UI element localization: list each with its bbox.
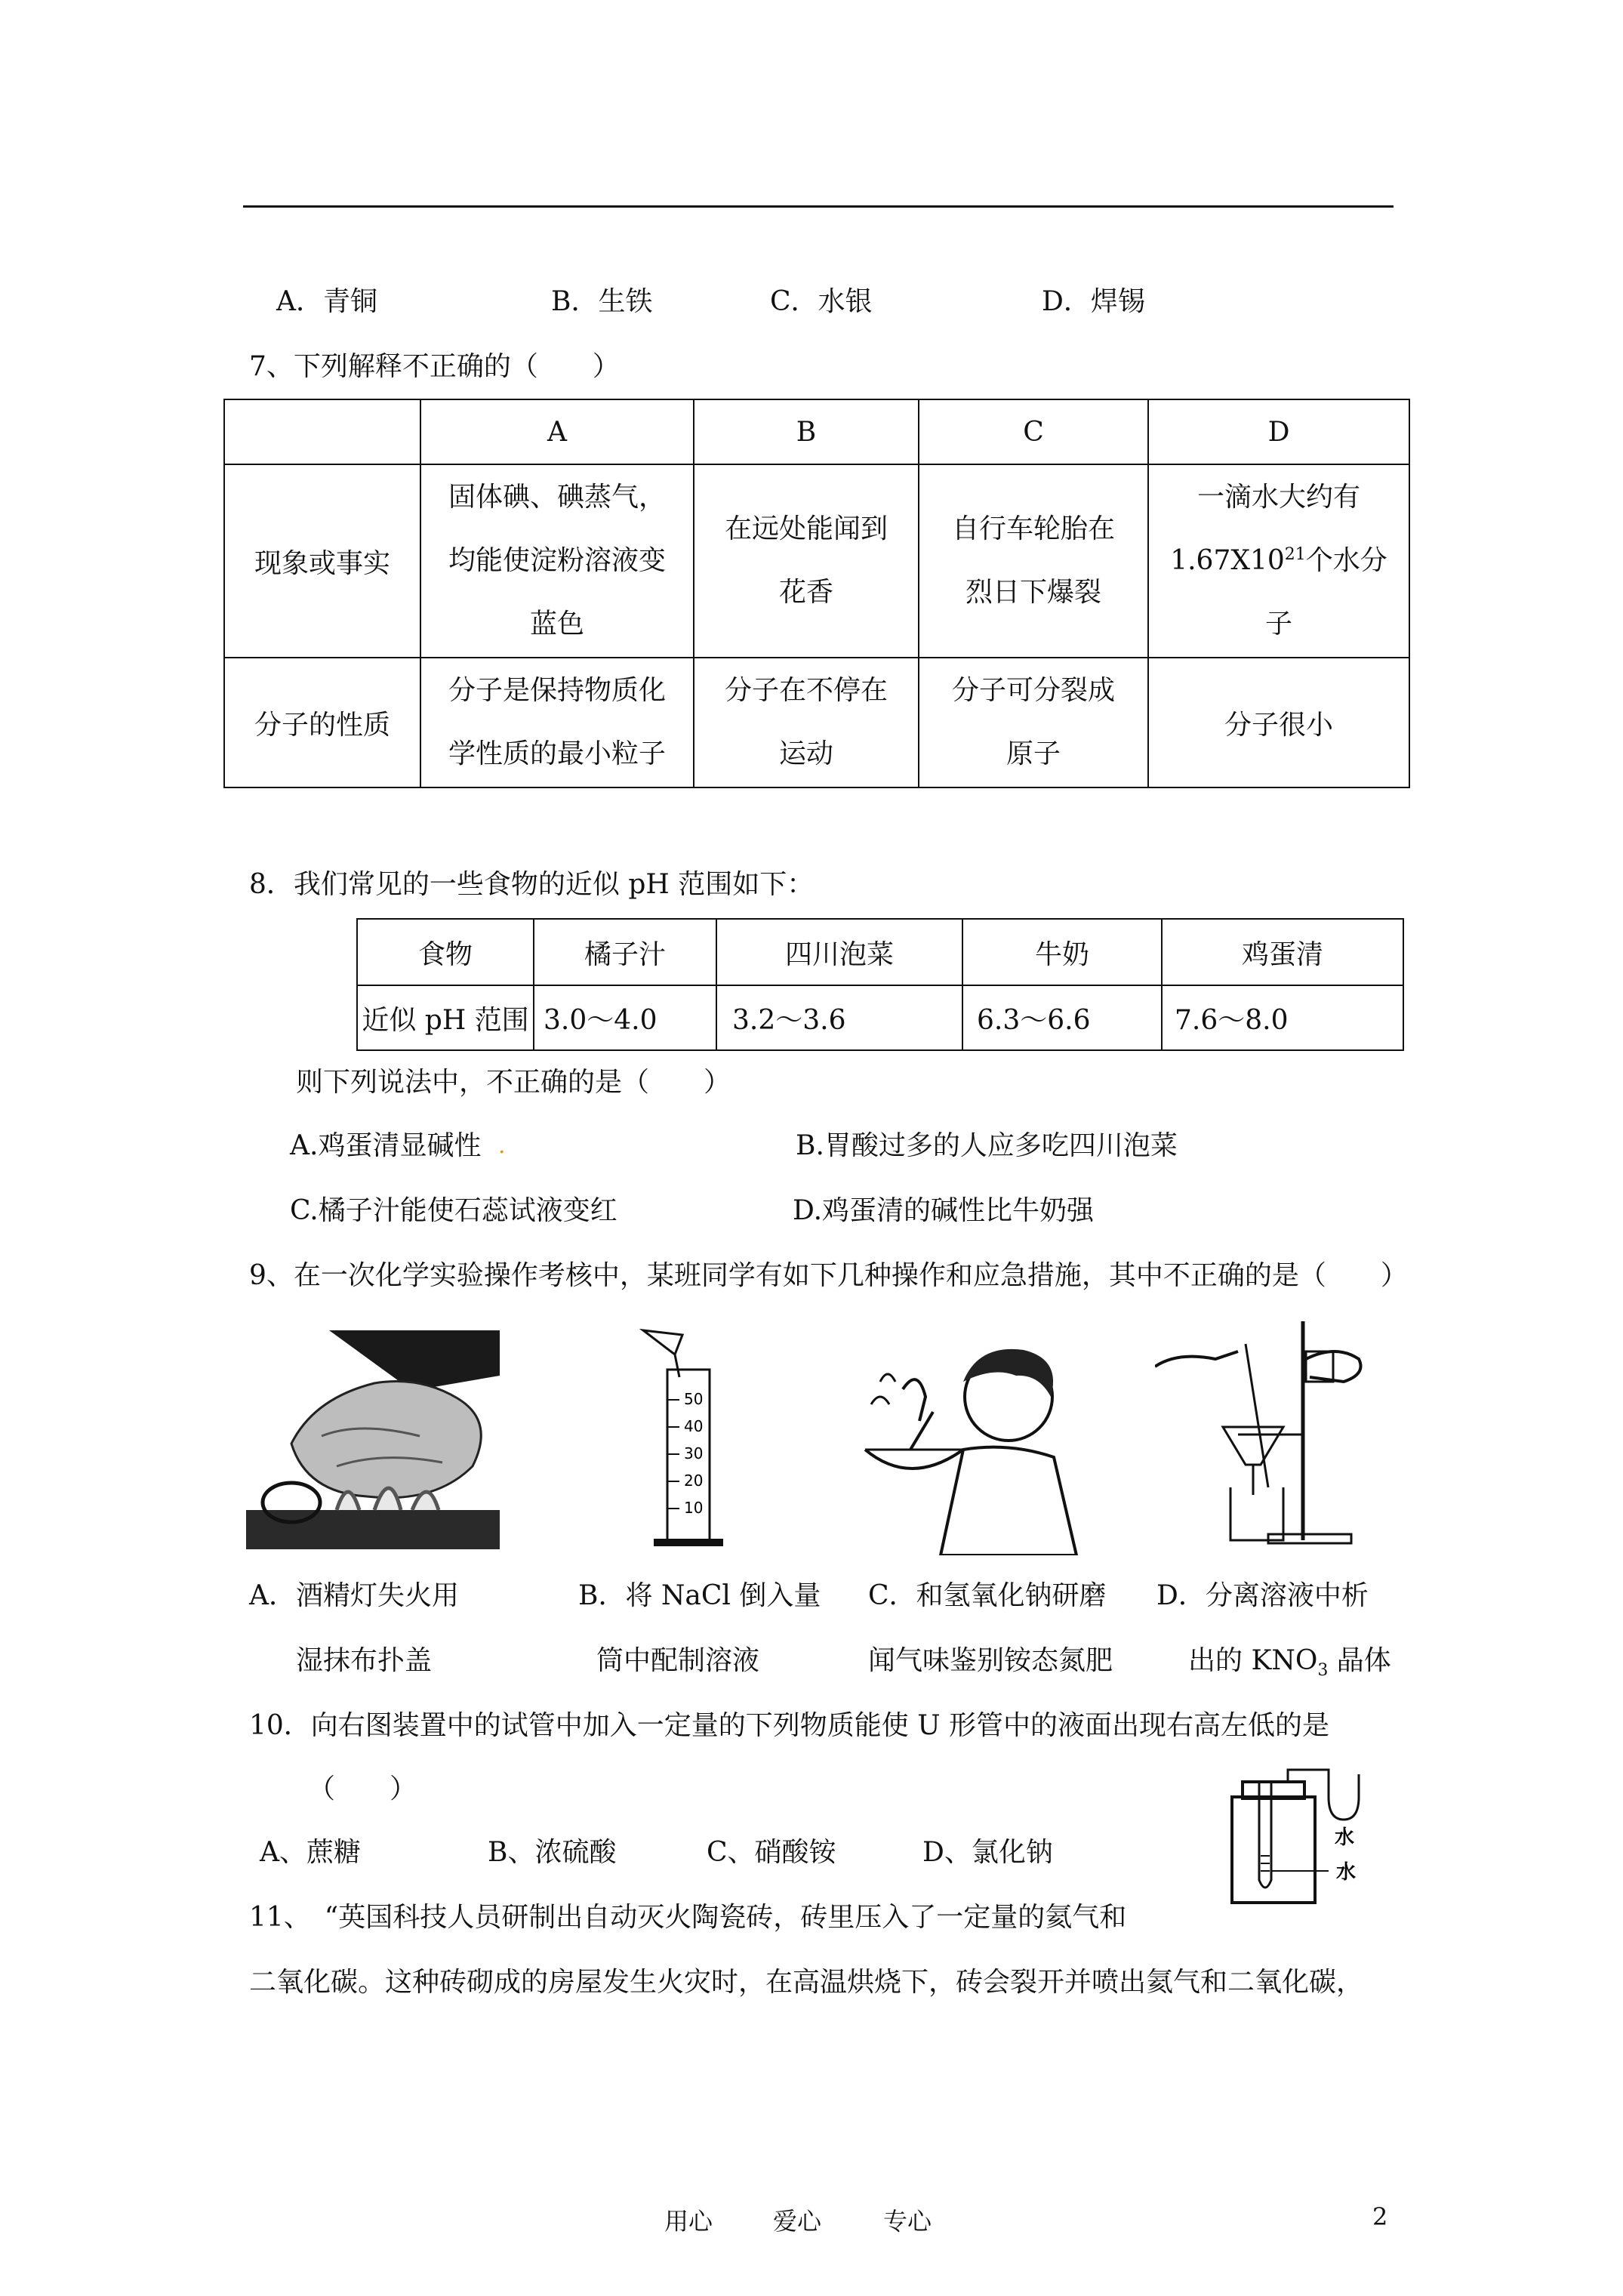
q7-table	[223, 399, 1410, 788]
alcohol-lamp-fire-illustration	[246, 1330, 500, 1549]
q7-row2-a-line: 学性质的最小粒子	[448, 738, 666, 769]
q7-header-c: C	[919, 399, 1148, 464]
q8-header-food: 食物	[357, 919, 534, 985]
q7-row1-d-exponent: 21	[1284, 545, 1306, 564]
q9-caption-d-subscript: 3	[1317, 1661, 1329, 1681]
q9-caption-c-line1: C．和氢氧化钠研磨	[868, 1580, 1107, 1611]
cylinder-tick-label: 10	[684, 1499, 704, 1517]
cylinder-tick-label: 40	[684, 1417, 704, 1435]
q7-row1-a	[420, 464, 694, 658]
q7-row1-c	[919, 464, 1148, 658]
q9-caption-b-line2: 筒中配制溶液	[596, 1645, 760, 1676]
q7-row2-b-line: 分子在不停在	[724, 675, 888, 706]
q11-line1: 11、 “英国科技人员研制出自动灭火陶瓷砖，砖里压入了一定量的氦气和	[249, 1902, 1127, 1933]
u-tube-bottle-apparatus	[1215, 1767, 1374, 1910]
q7-row1-d-line: 子	[1264, 609, 1292, 639]
q9-caption-d-line2	[1188, 1644, 1391, 1681]
q7-header-d: D	[1148, 399, 1409, 464]
q7-row1-label: 现象或事实	[224, 464, 420, 658]
q9-caption-a-line1: A．酒精灯失火用	[249, 1580, 459, 1611]
q8-header-orange: 橘子汁	[534, 919, 716, 985]
q9-caption-d-line1: D．分离溶液中析	[1156, 1580, 1369, 1611]
measuring-cylinder-illustration	[637, 1324, 743, 1551]
q7-row1-d-unit: 个水分	[1305, 545, 1387, 576]
q9-caption-b-line1: B．将 NaCl 倒入量	[578, 1580, 821, 1611]
q7-row2-c-line: 分子可分裂成	[951, 675, 1115, 706]
q7-header-empty	[224, 399, 420, 464]
q8-row-label: 近似 pH 范围	[357, 985, 534, 1050]
q11-line2: 二氧化碳。这种砖砌成的房屋发生火灾时，在高温烘烧下，砖会裂开并喷出氦气和二氧化碳，	[249, 1967, 1364, 1998]
q9-caption-d-text: 晶体	[1328, 1645, 1391, 1676]
q7-row1-a-line: 均能使淀粉溶液变	[448, 545, 666, 576]
q10-stem: 10．向右图装置中的试管中加入一定量的下列物质能使 U 形管中的液面出现右高左低的是	[249, 1710, 1330, 1741]
q8-stem: 8．我们常见的一些食物的近似 pH 范围如下：	[249, 869, 815, 900]
page-number: 2	[1372, 2202, 1388, 2231]
q7-row2-b	[694, 658, 919, 787]
q8-option-b: B.胃酸过多的人应多吃四川泡菜	[796, 1130, 1178, 1161]
cylinder-tick-label: 20	[684, 1472, 704, 1490]
q7-row1-b-line: 花香	[778, 577, 833, 608]
q8-value-pickle: 3.2～3.6	[716, 985, 962, 1050]
q7-stem: 7、下列解释不正确的（ ）	[249, 351, 620, 382]
q6-option-d: D．焊锡	[1042, 286, 1145, 317]
q8-value-egg: 7.6～8.0	[1162, 985, 1403, 1050]
header-rule	[243, 205, 1394, 208]
q7-row1-a-line: 蓝色	[529, 609, 584, 639]
q7-row2-b-line: 运动	[778, 738, 833, 769]
footer-middle: 爱心	[773, 2207, 822, 2236]
q7-row2-label: 分子的性质	[224, 658, 420, 787]
q7-row1-d-number: 1.67X10	[1170, 545, 1285, 576]
q7-row1-d	[1148, 464, 1409, 658]
q7-row2-a	[420, 658, 694, 787]
q7-row2-c-line: 原子	[1006, 738, 1061, 769]
q7-row2-d: 分子很小	[1148, 658, 1409, 787]
q9-caption-d-text: 出的 KNO	[1188, 1645, 1318, 1676]
q7-row1-d-line: 一滴水大约有	[1196, 482, 1360, 513]
q6-option-a: A．青铜	[276, 286, 377, 317]
q7-row1-a-line: 固体碘、碘蒸气，	[448, 482, 666, 513]
q10-paren: （ ）	[308, 1774, 417, 1804]
cylinder-tick-label: 30	[684, 1444, 704, 1462]
q7-header-b: B	[694, 399, 919, 464]
q7-header-a: A	[420, 399, 694, 464]
q9-stem: 9、在一次化学实验操作考核中，某班同学有如下几种操作和应急措施，其中不正确的是（ ）	[249, 1260, 1408, 1291]
q8-header-egg: 鸡蛋清	[1162, 919, 1403, 985]
q7-row1-d-line	[1149, 529, 1409, 593]
q7-row1-b	[694, 464, 919, 658]
water-label-utube: 水	[1335, 1826, 1355, 1849]
q6-option-b: B．生铁	[551, 286, 653, 317]
q7-row1-b-line: 在远处能闻到	[724, 513, 888, 544]
footer-left: 用心	[664, 2207, 713, 2236]
q8-option-c: C.橘子汁能使石蕊试液变红	[290, 1195, 617, 1226]
q8-value-milk: 6.3～6.6	[962, 985, 1162, 1050]
q9-caption-c-line2: 闻气味鉴别铵态氮肥	[868, 1645, 1113, 1676]
q8-table	[356, 918, 1404, 1051]
q8-option-d: D.鸡蛋清的碱性比牛奶强	[793, 1195, 1095, 1226]
q10-option-b: B、浓硫酸	[488, 1837, 617, 1868]
filtration-setup-illustration	[1155, 1314, 1381, 1549]
q7-row2-a-line: 分子是保持物质化	[448, 675, 666, 706]
q7-row1-c-line: 烈日下爆裂	[965, 577, 1101, 608]
cylinder-tick-label: 50	[684, 1390, 704, 1408]
q7-row1-c-line: 自行车轮胎在	[951, 513, 1115, 544]
water-label-bottle: 水	[1336, 1861, 1357, 1884]
q10-option-d: D、氯化钠	[922, 1837, 1053, 1868]
stray-mark: .	[498, 1133, 506, 1159]
q9-caption-a-line2: 湿抹布扑盖	[296, 1645, 433, 1676]
q8-header-milk: 牛奶	[962, 919, 1162, 985]
q8-header-pickle: 四川泡菜	[716, 919, 962, 985]
footer-right: 专心	[883, 2207, 932, 2236]
boy-grinding-mortar-illustration	[850, 1336, 1099, 1555]
q7-row2-c	[919, 658, 1148, 787]
q8-question: 则下列说法中，不正确的是（ ）	[296, 1067, 731, 1098]
q10-option-a: A、蔗糖	[260, 1837, 361, 1868]
q6-option-c: C．水银	[770, 286, 873, 317]
q8-option-a: A.鸡蛋清显碱性	[290, 1130, 482, 1161]
q10-option-c: C、硝酸铵	[707, 1837, 836, 1868]
q8-value-orange: 3.0～4.0	[534, 985, 716, 1050]
